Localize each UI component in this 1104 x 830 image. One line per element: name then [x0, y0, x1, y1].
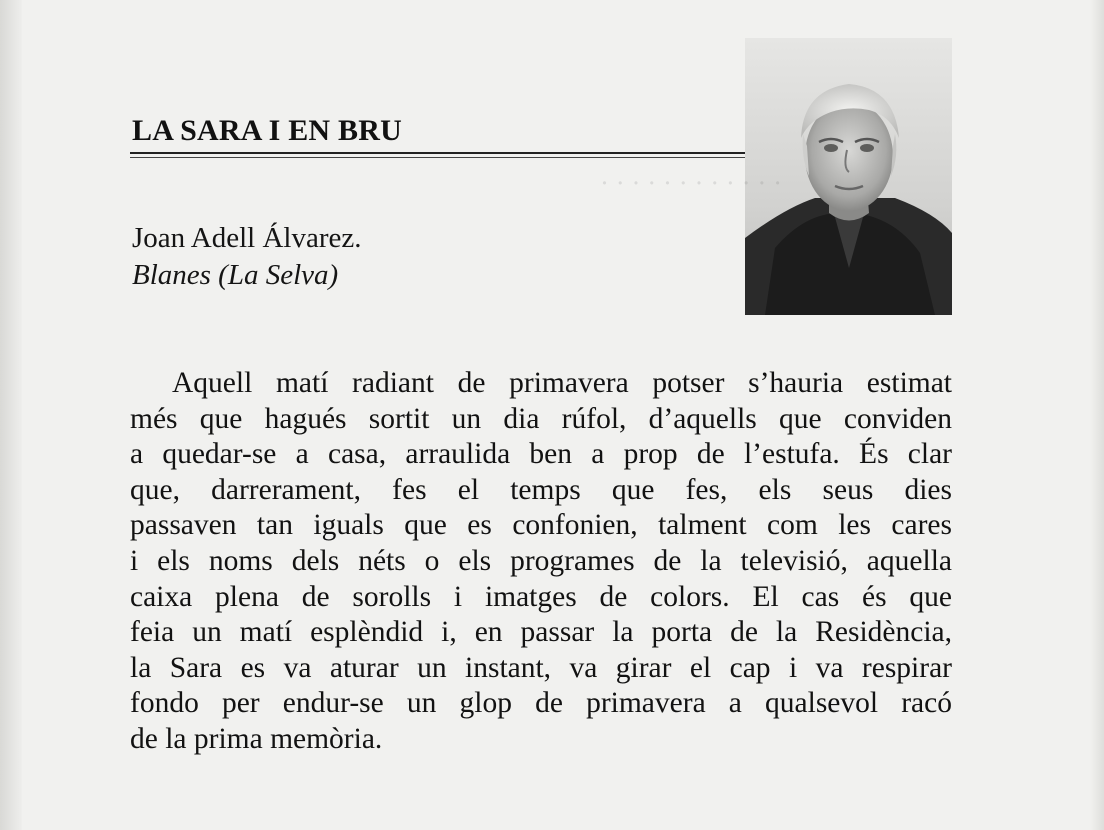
- author-photo: [745, 38, 952, 315]
- body-line: la Sara es va aturar un instant, va girar el cap i va respirar: [130, 651, 952, 684]
- body-line: caixa plena de sorolls i imatges de colors. El cas és que: [130, 580, 952, 613]
- author-name: Joan Adell Álvarez.: [132, 222, 362, 254]
- author-portrait-image: [745, 38, 952, 315]
- body-line: més que hagués sortit un dia rúfol, d’aquells que conviden: [130, 402, 952, 435]
- author-location: Blanes (La Selva): [132, 259, 339, 291]
- body-line: fondo per endur-se un glop de primavera a qualsevol racó: [130, 687, 952, 720]
- bleed-through-text: · · · · · · · · · · · ·: [600, 168, 783, 198]
- body-line: passaven tan iguals que es confonien, talment com les cares: [130, 509, 952, 542]
- body-line: a quedar-se a casa, arraulida ben a prop de l’estufa. És clar: [130, 438, 952, 471]
- page-left-edge: [0, 0, 22, 830]
- body-line: de la prima memòria.: [130, 722, 383, 755]
- article-title: LA SARA I EN BRU: [132, 114, 402, 147]
- body-line: i els noms dels néts o els programes de la televisió, aquella: [130, 544, 952, 577]
- body-line: que, darrerament, fes el temps que fes, els seus dies: [130, 473, 952, 506]
- page-right-edge: [1090, 0, 1104, 830]
- title-underline: [130, 152, 746, 154]
- article-body: [130, 366, 952, 758]
- title-underline-thin: [130, 157, 746, 158]
- body-line: Aquell matí radiant de primavera potser s’hauria estimat: [172, 367, 952, 399]
- body-line: feia un matí esplèndid i, en passar la porta de la Residència,: [130, 616, 952, 649]
